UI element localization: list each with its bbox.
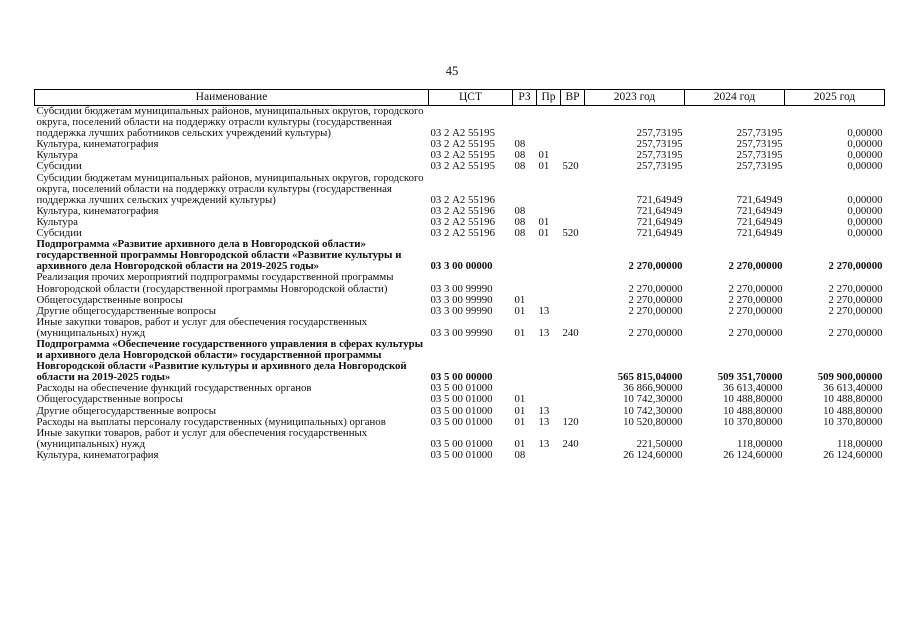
row-2025-value: 2 270,00000 — [828, 282, 883, 295]
row-pr: 01 — [538, 160, 550, 173]
row-vr: 240 — [562, 326, 579, 339]
row-2025-value: 10 488,80000 — [823, 393, 883, 406]
row-name: Культура — [36, 149, 78, 162]
row-pr — [537, 394, 561, 405]
row-cst: 03 2 А2 55195 — [430, 138, 495, 151]
row-cst: 03 5 00 01000 — [430, 382, 493, 395]
row-2023-value: 2 270,00000 — [628, 326, 683, 339]
row-2024-value: 2 270,00000 — [728, 326, 783, 339]
row-name: Иные закупки товаров, работ и услуг для обеспечения государственных (муниципальных) нужд — [36, 426, 368, 450]
row-name: Субсидии бюджетам муниципальных районов, муниципальных округов, городского округа, поселений области на поддержку отрасли культуры (государственная поддержка лучших сельских учреждений культуры) — [36, 171, 424, 206]
row-rz: 08 — [514, 448, 526, 461]
row-name: Реализация прочих мероприятий подпрограммы государственной программы Новгородской области (государственной программы Новгородской области) — [36, 271, 394, 295]
table-row — [35, 161, 885, 172]
row-cst: 03 3 00 99990 — [430, 304, 493, 317]
row-2024-value: 36 613,40000 — [723, 382, 783, 395]
row-rz: 01 — [514, 404, 526, 417]
row-2025-value: 36 613,40000 — [823, 382, 883, 395]
row-pr: 13 — [538, 404, 550, 417]
row-vr — [561, 406, 585, 417]
row-2023-value: 2 270,00000 — [628, 304, 683, 317]
row-rz: 08 — [514, 160, 526, 173]
row-cst: 03 2 А2 55195 — [430, 160, 495, 173]
row-rz: 01 — [514, 293, 526, 306]
row-name: Субсидии — [36, 160, 82, 173]
row-vr: 120 — [562, 415, 579, 428]
table-row — [35, 173, 885, 206]
row-2024-value: 2 270,00000 — [728, 293, 783, 306]
row-2023-value: 565 815,04000 — [617, 371, 683, 384]
row-rz — [513, 173, 537, 206]
row-cst: 03 5 00 01000 — [430, 448, 493, 461]
row-name: Другие общегосударственные вопросы — [36, 404, 217, 417]
row-cst: 03 5 00 01000 — [430, 404, 493, 417]
row-rz: 01 — [514, 304, 526, 317]
row-2024-value: 2 270,00000 — [728, 304, 783, 317]
row-2024-value: 10 488,80000 — [723, 404, 783, 417]
row-vr — [561, 383, 585, 394]
row-cst: 03 2 А2 55196 — [430, 193, 495, 206]
table-body — [35, 106, 885, 462]
row-pr — [537, 272, 561, 294]
row-name: Расходы на выплаты персоналу государственных (муниципальных) органов — [36, 415, 386, 428]
row-name: Расходы на обеспечение функций государственных органов — [36, 382, 312, 395]
row-cst: 03 2 А2 55196 — [430, 227, 495, 240]
header-pr: Пр — [537, 90, 561, 106]
row-2025-value: 26 124,60000 — [823, 448, 883, 461]
row-name: Подпрограмма «Обеспечение государственного управления в сферах культуры и архивного дела Новгородской области» государственной программы Новгородской области «Развитие культуры и архивного дела Новгородской области на 2019-2025 годы» — [36, 337, 424, 384]
row-2024-value: 10 370,80000 — [723, 415, 783, 428]
row-pr: 13 — [538, 326, 550, 339]
row-cst: 03 3 00 99990 — [430, 326, 493, 339]
row-2024-value: 10 488,80000 — [723, 393, 783, 406]
row-rz — [513, 339, 537, 383]
row-cst: 03 5 00 01000 — [430, 393, 493, 406]
row-2023-value: 721,64949 — [636, 193, 683, 206]
row-vr — [561, 206, 585, 217]
row-name: Общегосударственные вопросы — [36, 293, 183, 306]
row-2025-value: 2 270,00000 — [828, 260, 883, 273]
row-2023-value: 10 520,80000 — [623, 415, 683, 428]
row-2025-value: 0,00000 — [847, 227, 883, 240]
row-2025-value: 0,00000 — [847, 138, 883, 151]
row-2024-value: 721,64949 — [736, 215, 783, 228]
row-name: Культура, кинематография — [36, 448, 159, 461]
row-vr — [561, 106, 585, 140]
row-pr: 13 — [538, 437, 550, 450]
row-rz — [513, 272, 537, 294]
table-row — [35, 406, 885, 417]
row-cst: 03 3 00 99990 — [430, 293, 493, 306]
row-vr — [561, 339, 585, 383]
row-2023-value: 221,50000 — [636, 437, 683, 450]
row-name: Культура, кинематография — [36, 204, 159, 217]
table-header-row — [35, 90, 885, 106]
row-vr: 520 — [562, 227, 579, 240]
row-vr — [561, 272, 585, 294]
row-2023-value: 10 742,30000 — [623, 404, 683, 417]
row-pr — [537, 173, 561, 206]
row-vr — [561, 139, 585, 150]
row-vr — [561, 394, 585, 405]
table-row — [35, 428, 885, 450]
row-2024-value: 721,64949 — [736, 193, 783, 206]
row-pr — [537, 339, 561, 383]
row-cst: 03 2 А2 55195 — [430, 149, 495, 162]
row-pr — [537, 383, 561, 394]
row-2025-value: 118,00000 — [837, 437, 883, 450]
row-2025-value: 0,00000 — [847, 215, 883, 228]
row-cst: 03 5 00 01000 — [430, 415, 493, 428]
row-2025-value: 0,00000 — [847, 193, 883, 206]
row-cst: 03 2 А2 55195 — [430, 127, 495, 140]
row-2023-value: 10 742,30000 — [623, 393, 683, 406]
row-vr — [561, 239, 585, 272]
row-vr — [561, 306, 585, 317]
row-2023-value: 26 124,60000 — [623, 448, 683, 461]
table-row — [35, 394, 885, 405]
row-name: Другие общегосударственные вопросы — [36, 304, 217, 317]
header-rz: РЗ — [513, 90, 537, 106]
row-2023-value: 721,64949 — [636, 204, 683, 217]
row-rz: 01 — [514, 393, 526, 406]
row-name: Культура — [36, 215, 78, 228]
row-pr: 01 — [538, 227, 550, 240]
row-pr — [537, 450, 561, 461]
row-2025-value: 2 270,00000 — [828, 304, 883, 317]
row-2023-value: 721,64949 — [636, 227, 683, 240]
row-rz: 01 — [514, 326, 526, 339]
row-pr — [537, 239, 561, 272]
header-name: Наименование — [35, 90, 429, 106]
row-2024-value: 118,00000 — [737, 437, 783, 450]
row-name: Подпрограмма «Развитие архивного дела в Новгородской области» государственной программы Новгородской области «Развитие культуры и архивного дела Новгородской области на 2019-2025 годы» — [36, 238, 402, 273]
row-cst: 03 2 А2 55196 — [430, 215, 495, 228]
row-name: Иные закупки товаров, работ и услуг для обеспечения государственных (муниципальных) нужд — [36, 315, 368, 339]
header-cst: ЦСТ — [429, 90, 513, 106]
row-2025-value: 0,00000 — [847, 204, 883, 217]
row-2025-value: 509 900,00000 — [817, 371, 883, 384]
row-2024-value: 257,73195 — [736, 127, 783, 140]
row-cst: 03 3 00 00000 — [430, 260, 493, 273]
row-2024-value: 721,64949 — [736, 227, 783, 240]
header-2024: 2024 год — [685, 90, 785, 106]
page-number: 45 — [445, 64, 459, 78]
row-cst: 03 5 00 00000 — [430, 371, 493, 384]
header-2025: 2025 год — [785, 90, 885, 106]
row-2025-value: 10 488,80000 — [823, 404, 883, 417]
budget-table — [34, 89, 885, 461]
row-2023-value: 36 866,90000 — [623, 382, 683, 395]
row-2024-value: 26 124,60000 — [723, 448, 783, 461]
row-rz: 08 — [514, 215, 526, 228]
row-2023-value: 2 270,00000 — [628, 282, 683, 295]
row-2023-value: 2 270,00000 — [628, 260, 683, 273]
row-2025-value: 0,00000 — [847, 149, 883, 162]
row-vr — [561, 450, 585, 461]
row-cst: 03 5 00 01000 — [430, 437, 493, 450]
row-vr — [561, 295, 585, 306]
table-row — [35, 106, 885, 140]
row-cst: 03 2 А2 55196 — [430, 204, 495, 217]
row-pr: 13 — [538, 415, 550, 428]
table-row — [35, 450, 885, 461]
row-pr: 13 — [538, 304, 550, 317]
row-2023-value: 721,64949 — [636, 215, 683, 228]
table-row — [35, 339, 885, 383]
row-vr — [561, 173, 585, 206]
row-2023-value: 257,73195 — [636, 149, 683, 162]
row-2025-value: 2 270,00000 — [828, 293, 883, 306]
row-name: Культура, кинематография — [36, 138, 159, 151]
row-2024-value: 257,73195 — [736, 160, 783, 173]
table-row — [35, 239, 885, 272]
row-vr: 520 — [562, 160, 579, 173]
row-name: Общегосударственные вопросы — [36, 393, 183, 406]
row-rz — [513, 239, 537, 272]
header-2023: 2023 год — [585, 90, 685, 106]
row-vr: 240 — [562, 437, 579, 450]
row-2023-value: 2 270,00000 — [628, 293, 683, 306]
row-2024-value: 2 270,00000 — [728, 260, 783, 273]
row-2023-value: 257,73195 — [636, 160, 683, 173]
row-2024-value: 509 351,70000 — [717, 371, 783, 384]
row-2025-value: 0,00000 — [847, 160, 883, 173]
row-pr — [537, 106, 561, 140]
row-rz: 08 — [514, 204, 526, 217]
row-rz: 08 — [514, 149, 526, 162]
row-2023-value: 257,73195 — [636, 138, 683, 151]
row-pr: 01 — [538, 149, 550, 162]
header-vr: ВР — [561, 90, 585, 106]
table-row — [35, 317, 885, 339]
row-2025-value: 0,00000 — [847, 127, 883, 140]
table-row — [35, 272, 885, 294]
row-2024-value: 257,73195 — [736, 138, 783, 151]
row-rz: 01 — [514, 415, 526, 428]
row-2024-value: 721,64949 — [736, 204, 783, 217]
row-rz: 08 — [514, 138, 526, 151]
row-rz — [513, 106, 537, 140]
row-name: Субсидии — [36, 227, 82, 240]
row-2025-value: 2 270,00000 — [828, 326, 883, 339]
row-cst: 03 3 00 99990 — [430, 282, 493, 295]
row-pr: 01 — [538, 215, 550, 228]
row-name: Субсидии бюджетам муниципальных районов, муниципальных округов, городского округа, поселений области на поддержку отрасли культуры (государственная поддержка лучших работников сельских учреждений культуры) — [36, 105, 424, 140]
row-rz: 08 — [514, 227, 526, 240]
row-2023-value: 257,73195 — [636, 127, 683, 140]
row-2024-value: 2 270,00000 — [728, 282, 783, 295]
row-2024-value: 257,73195 — [736, 149, 783, 162]
row-2025-value: 10 370,80000 — [823, 415, 883, 428]
row-rz: 01 — [514, 437, 526, 450]
